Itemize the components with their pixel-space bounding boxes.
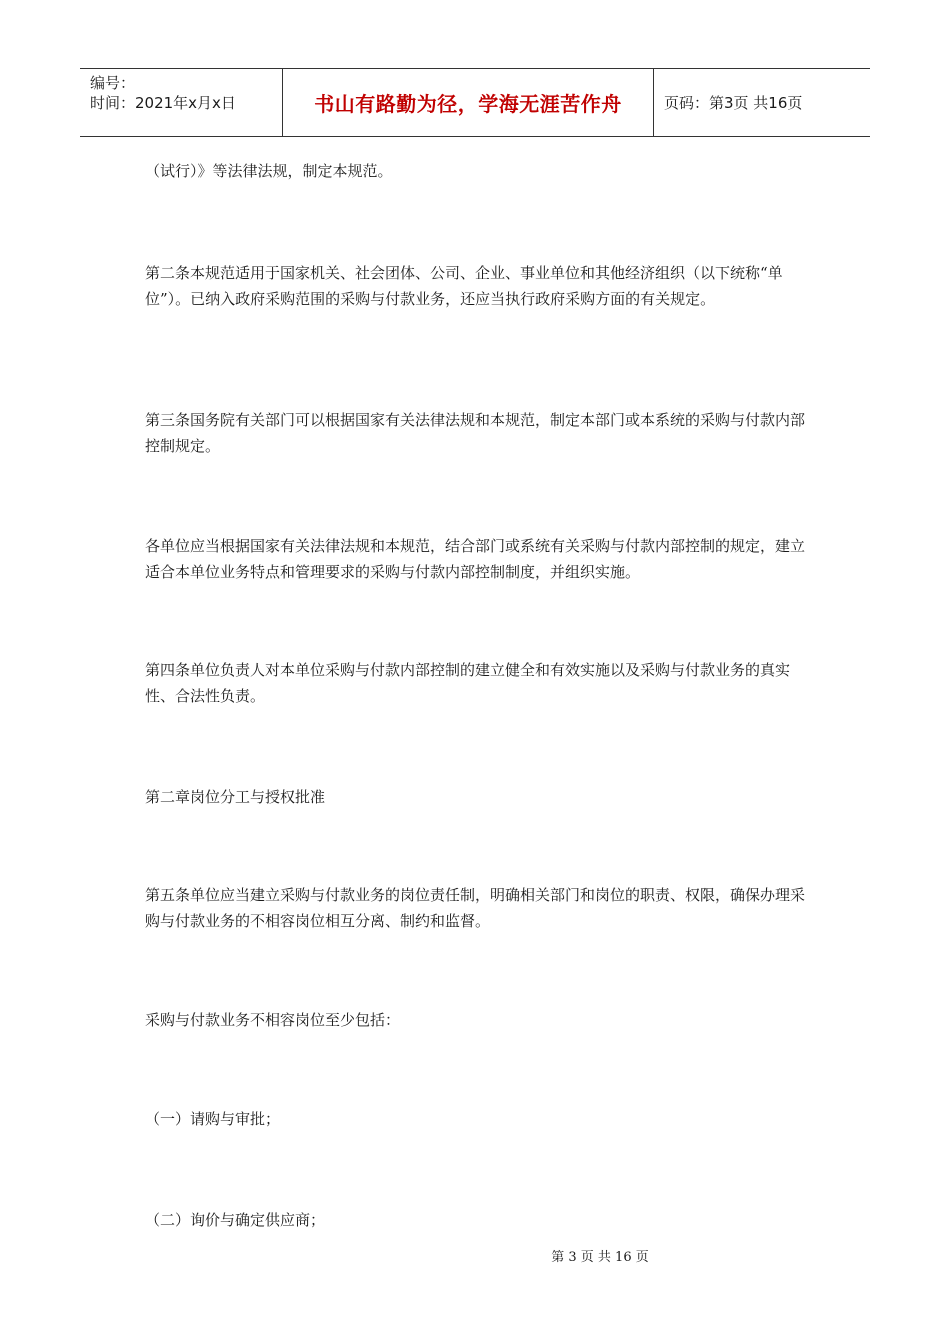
paragraph-article-3: 第三条国务院有关部门可以根据国家有关法律法规和本规范，制定本部门或本系统的采购与付款内部控制规定。 [145, 411, 806, 455]
document-number-label: 编号： [90, 74, 136, 92]
paragraph-article-5: 第五条单位应当建立采购与付款业务的岗位责任制，明确相关部门和岗位的职责、权限，确保办理采购与付款业务的不相容岗位相互分离、制约和监督。 [145, 886, 806, 930]
page-header [80, 68, 870, 137]
document-time-label: 时间：2021年x月x日 [90, 94, 236, 112]
paragraph-1: （试行）》等法律法规，制定本规范。 [145, 162, 393, 180]
chapter-heading: 第二章岗位分工与授权批准 [145, 788, 326, 806]
list-item-2: （二）询价与确定供应商； [145, 1211, 326, 1229]
paragraph-article-2: 第二条本规范适用于国家机关、社会团体、公司、企业、事业单位和其他经济组织（以下统称“单位”）。已纳入政府采购范围的采购与付款业务，还应当执行政府采购方面的有关规定。 [145, 264, 783, 308]
paragraph-article-4: 第四条单位负责人对本单位采购与付款内部控制的建立健全和有效实施以及采购与付款业务的真实性、合法性负责。 [145, 661, 791, 705]
header-meta [80, 69, 282, 136]
header-page-cell [654, 69, 870, 136]
header-motto-cell [282, 69, 654, 136]
header-page-number: 页码：第3页 共16页 [664, 94, 803, 112]
header-motto: 书山有路勤为径，学海无涯苦作舟 [314, 92, 622, 116]
page-footer: 第 3 页 共 16 页 [551, 1250, 649, 1265]
paragraph-units: 各单位应当根据国家有关法律法规和本规范，结合部门或系统有关采购与付款内部控制的规定，建立适合本单位业务特点和管理要求的采购与付款内部控制制度，并组织实施。 [145, 537, 806, 581]
list-item-1: （一）请购与审批； [145, 1110, 281, 1128]
paragraph-incompatible-posts: 采购与付款业务不相容岗位至少包括： [145, 1011, 401, 1029]
